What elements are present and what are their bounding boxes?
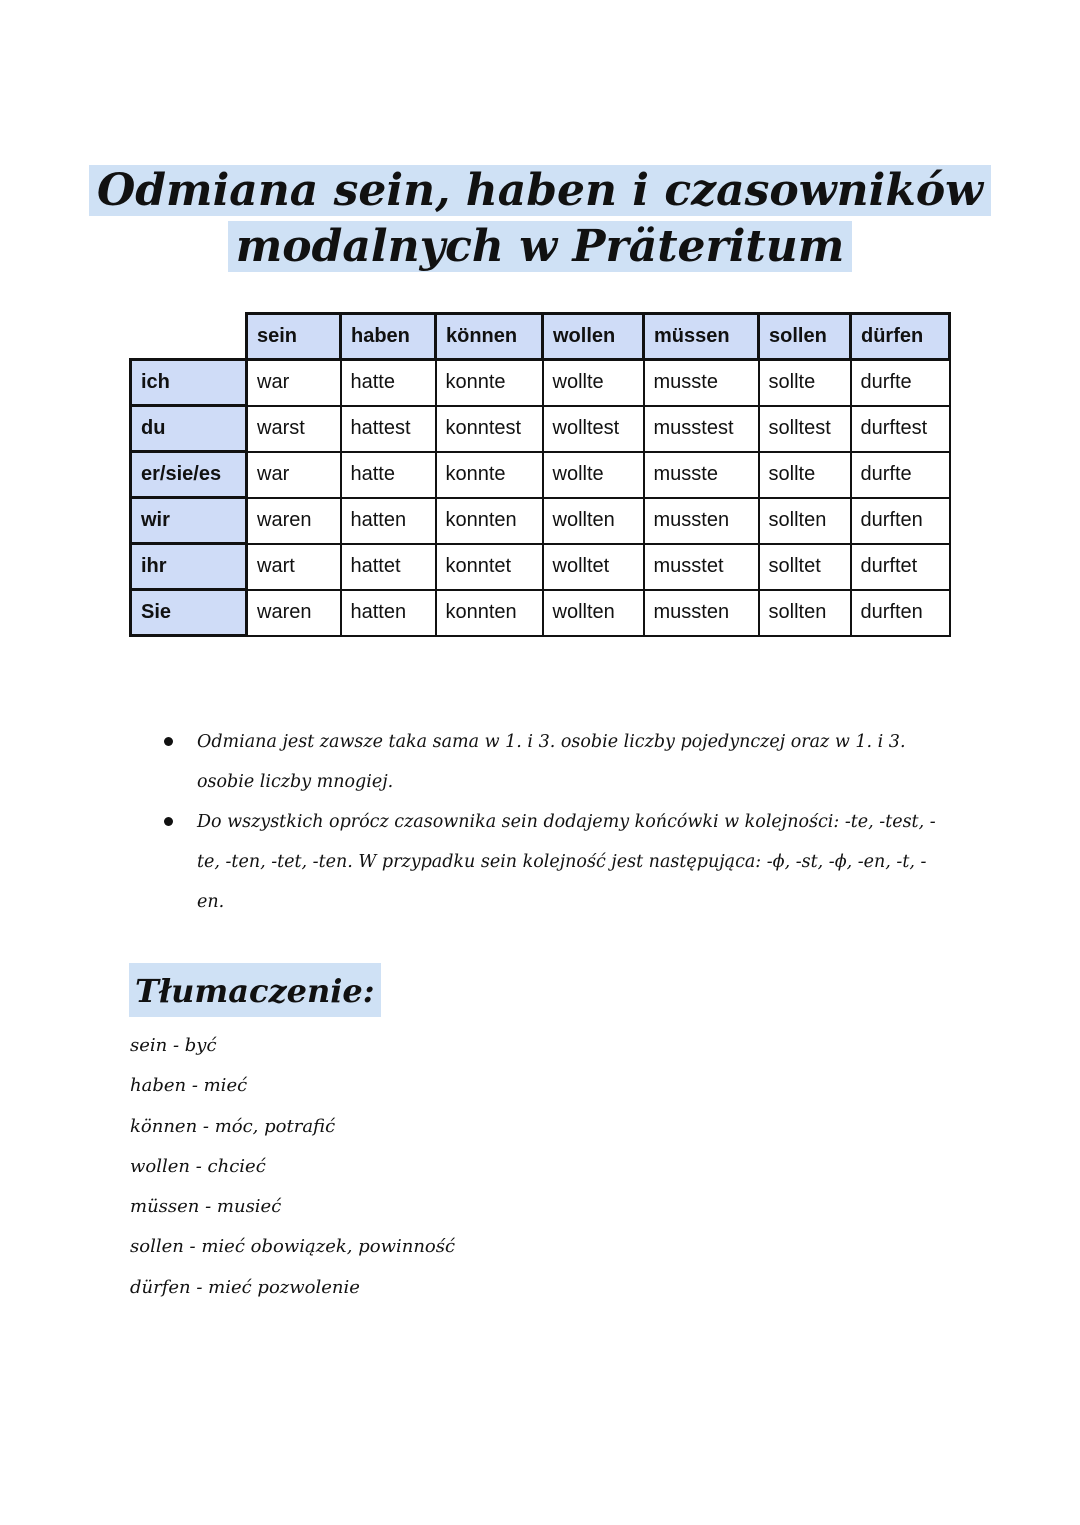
- title-line-2: modalnych w Präteritum: [228, 221, 853, 272]
- table-row: [131, 406, 950, 452]
- translation-heading: Tłumaczenie:: [129, 963, 381, 1017]
- table-cell: sollte: [759, 360, 851, 406]
- table-cell: durfte: [851, 452, 950, 498]
- table-header-row: [131, 314, 950, 360]
- table-cell: waren: [247, 498, 341, 544]
- table-cell: wart: [247, 544, 341, 590]
- table-cell: wollten: [543, 498, 644, 544]
- table-row: [131, 498, 950, 544]
- column-header: sein: [247, 314, 341, 360]
- pronoun-cell: er/sie/es: [131, 452, 247, 498]
- table-cell: konnte: [436, 452, 543, 498]
- table-cell: musstest: [644, 406, 759, 452]
- column-header: wollen: [543, 314, 644, 360]
- table-cell: hatte: [341, 360, 436, 406]
- table-cell: solltet: [759, 544, 851, 590]
- table-cell: durftet: [851, 544, 950, 590]
- table-cell: konnte: [436, 360, 543, 406]
- table-cell: wollten: [543, 590, 644, 636]
- list-item: müssen - musieć: [130, 1196, 282, 1218]
- pronoun-cell: Sie: [131, 590, 247, 636]
- table-cell: wollte: [543, 452, 644, 498]
- column-header: können: [436, 314, 543, 360]
- pronoun-cell: wir: [131, 498, 247, 544]
- list-item: wollen - chcieć: [130, 1155, 266, 1177]
- bullet-icon: [164, 737, 173, 746]
- table-cell: mussten: [644, 590, 759, 636]
- table-row: [131, 590, 950, 636]
- pronoun-cell: ihr: [131, 544, 247, 590]
- table-cell: war: [247, 360, 341, 406]
- table-cell: konnten: [436, 498, 543, 544]
- table-cell: waren: [247, 590, 341, 636]
- table-cell: konnten: [436, 590, 543, 636]
- table-cell: musstet: [644, 544, 759, 590]
- table-cell: hatten: [341, 590, 436, 636]
- table-cell: konntet: [436, 544, 543, 590]
- table-cell: hatten: [341, 498, 436, 544]
- list-item: dürfen - mieć pozwolenie: [130, 1276, 360, 1298]
- table-cell: musste: [644, 360, 759, 406]
- table-cell: durften: [851, 498, 950, 544]
- bullet-icon: [164, 817, 173, 826]
- column-header: müssen: [644, 314, 759, 360]
- table-cell: durftest: [851, 406, 950, 452]
- table-cell: sollten: [759, 498, 851, 544]
- table-corner: [131, 314, 247, 360]
- table-cell: war: [247, 452, 341, 498]
- note-item: [160, 802, 950, 922]
- note-text: Odmiana jest zawsze taka sama w 1. i 3. osobie liczby pojedynczej oraz w 1. i 3. osobie liczby mnogiej.: [197, 732, 906, 792]
- list-item: sein - być: [130, 1035, 217, 1056]
- note-item: [160, 722, 950, 802]
- conjugation-table: [129, 312, 951, 637]
- notes-list: [160, 722, 950, 922]
- table-cell: mussten: [644, 498, 759, 544]
- table-cell: durfte: [851, 360, 950, 406]
- table-row: [131, 544, 950, 590]
- pronoun-cell: du: [131, 406, 247, 452]
- column-header: haben: [341, 314, 436, 360]
- table-cell: sollte: [759, 452, 851, 498]
- list-item: haben - mieć: [130, 1075, 248, 1097]
- pronoun-cell: ich: [131, 360, 247, 406]
- table-cell: musste: [644, 452, 759, 498]
- table-cell: solltest: [759, 406, 851, 452]
- table-cell: hattest: [341, 406, 436, 452]
- column-header: sollen: [759, 314, 851, 360]
- table-cell: hattet: [341, 544, 436, 590]
- list-item: sollen - mieć obowiązek, powinność: [130, 1236, 456, 1258]
- table-cell: wollte: [543, 360, 644, 406]
- table-cell: warst: [247, 406, 341, 452]
- table-cell: konntest: [436, 406, 543, 452]
- table-cell: wolltest: [543, 406, 644, 452]
- title-line-1: Odmiana sein, haben i czasowników: [89, 165, 991, 216]
- table-cell: sollten: [759, 590, 851, 636]
- table-row: [131, 452, 950, 498]
- note-text: Do wszystkich oprócz czasownika sein dodajemy końcówki w kolejności: -te, -test, -te, -ten, -tet, -ten. W przypadku sein kolejność jest następująca: -ϕ, -st, -ϕ, -en, -t, -en.: [197, 812, 936, 912]
- table-cell: wolltet: [543, 544, 644, 590]
- column-header: dürfen: [851, 314, 950, 360]
- translation-list: [130, 1026, 455, 1308]
- table-cell: durften: [851, 590, 950, 636]
- table-cell: hatte: [341, 452, 436, 498]
- list-item: können - móc, potrafić: [130, 1115, 336, 1137]
- page-title: [0, 163, 1080, 275]
- table-row: [131, 360, 950, 406]
